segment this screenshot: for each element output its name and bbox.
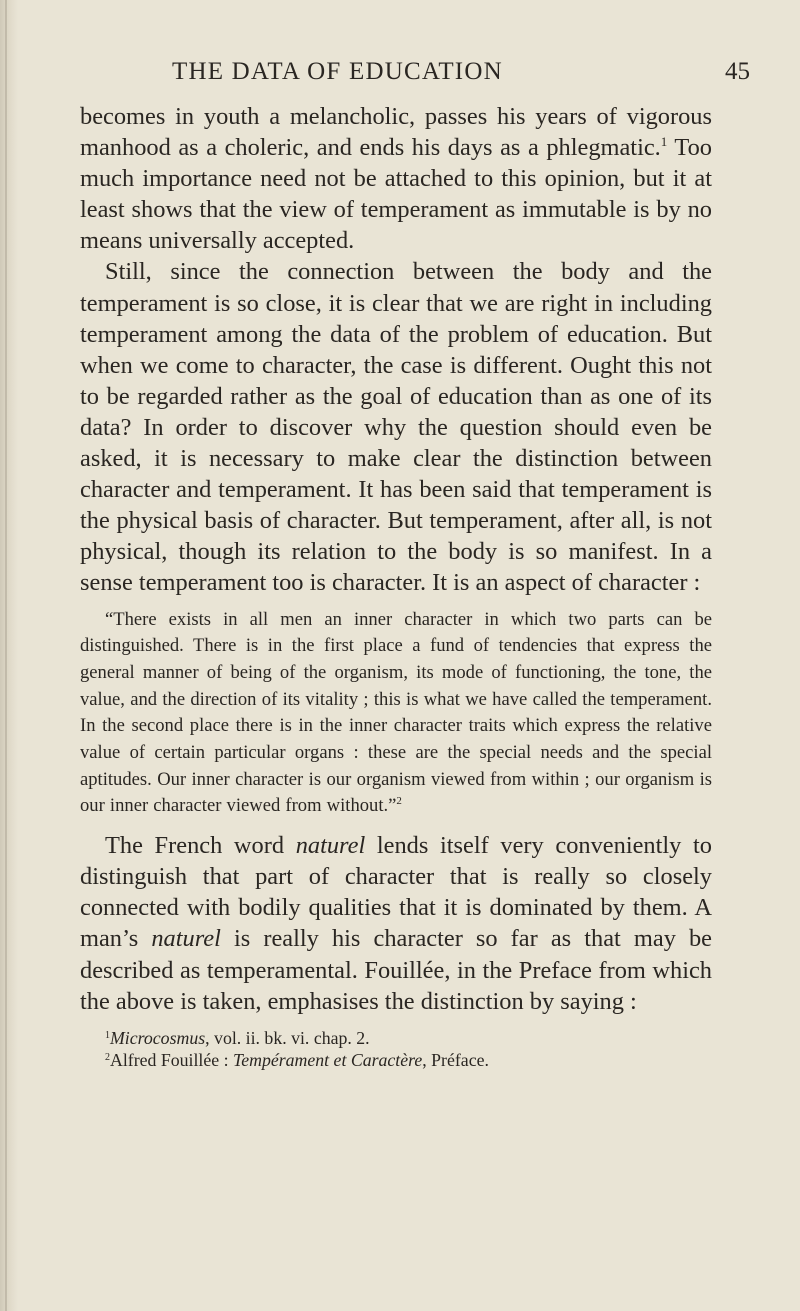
footnote-2-author: Alfred Fouillée : xyxy=(110,1049,233,1070)
footnote-ref-1: 1 xyxy=(660,134,668,150)
block-quote xyxy=(80,607,712,821)
page-header xyxy=(0,58,800,92)
footnote-2-title: Tempérament et Caractère xyxy=(232,1049,423,1070)
footnote-1-mark: 1 xyxy=(105,1029,110,1041)
footnote-2-rest: , Préface. xyxy=(422,1049,489,1070)
page-gutter-shadow xyxy=(0,0,18,1311)
footnote-ref-2: 2 xyxy=(396,795,402,808)
page-body xyxy=(80,101,712,1071)
paragraph-3-part-b: lends itself very conveniently to distinguish that part of character that is really so closely connected with bodily qualities that it is dominated by them. A man’s xyxy=(80,832,712,953)
footnote-1-title: Microcosmus xyxy=(110,1027,206,1048)
footnote-1-rest: , vol. ii. bk. vi. chap. 2. xyxy=(205,1027,370,1048)
footnote-1 xyxy=(80,1027,712,1049)
page-number: 45 xyxy=(725,58,750,85)
term-naturel: naturel xyxy=(295,832,366,860)
footnotes xyxy=(80,1027,712,1071)
paragraph-3 xyxy=(80,830,712,1017)
paragraph-3-part-c: is really his character so far as that may be described as temperamental. Fouillée, in the Preface from which the above is taken, emphasises the distinction by saying : xyxy=(80,925,712,1015)
running-title: THE DATA OF EDUCATION xyxy=(172,58,503,85)
term-naturel-2: naturel xyxy=(151,925,221,953)
paragraph-3-part-a: The French word xyxy=(105,832,296,860)
paragraph-2: Still, since the connection between the body and the temperament is so close, it is clear that we are right in including temperament among the data of the problem of education. But when we come to character, the case is different. Ought this not to be regarded rather as the goal of education than as one of its data? In order to discover why the question should even be asked, it is necessary to make clear the distinction between character and temperament. It has been said that temperament is the physical basis of character. But temperament, after all, is not physical, though its relation to the body is so manifest. In a sense temperament too is character. It is an aspect of character : xyxy=(80,258,712,597)
paragraph-1-text: becomes in youth a melancholic, passes his years of vigorous manhood as a choleric, and ends his days as a phlegmatic. xyxy=(80,103,712,162)
footnote-2 xyxy=(80,1049,712,1071)
paragraph-1 xyxy=(80,101,712,256)
quote-text: “There exists in all men an inner character in which two parts can be distinguished. There is in the first place a fund of tendencies that express the general manner of being of the organism, its mode of functioning, the tone, the value, and the direction of its vitality ; this is what we have called the temperament. In the second place there is in the inner character traits which express the relative value of certain particular organs : these are the special needs and the special aptitudes. Our inner character is our organism viewed from within ; our organism is our inner character viewed from without.” xyxy=(80,608,712,817)
paragraph-1-tail: Too much importance need not be attached to this opinion, but it at least shows that the view of temperament as immutable is by no means universally accepted. xyxy=(80,134,712,255)
footnote-2-mark: 2 xyxy=(105,1051,110,1063)
